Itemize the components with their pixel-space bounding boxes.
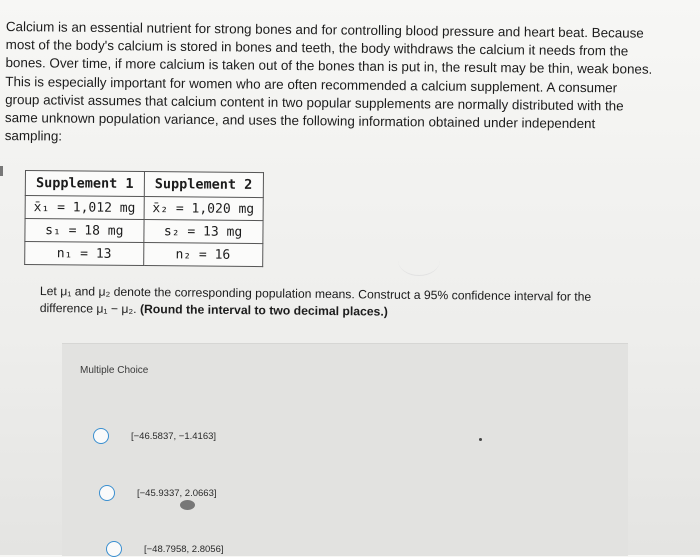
multiple-choice-label: Multiple Choice — [80, 365, 149, 376]
question-line: bones. Over time, if more calcium is taken out of the bones than is put in, the result may be thin, weak bones. — [5, 55, 653, 78]
table-header-supplement-1: Supplement 1 — [25, 171, 144, 197]
question-line: Calcium is an essential nutrient for strong bones and for controlling blood pressure and heart beat. Because — [5, 18, 644, 41]
table-cell: s₁ = 18 mg — [25, 219, 144, 243]
answer-option-label: [−46.5837, −1.4163] — [131, 430, 217, 442]
table-cell: n₂ = 16 — [143, 243, 262, 267]
question-line: most of the body's calcium is stored in bones and teeth, the body withdraws the calcium it needs from the — [5, 37, 629, 59]
background-smudge — [398, 245, 440, 276]
table-row — [25, 196, 263, 221]
table-header-supplement-2: Supplement 2 — [144, 172, 263, 198]
question-line: group activist assumes that calcium content in two popular supplements are normally distributed with the — [5, 91, 624, 114]
question-line: sampling: — [4, 128, 63, 144]
question-line: same unknown population variance, and uses the following information obtained under independent — [4, 110, 596, 132]
table-cell: n₁ = 13 — [25, 242, 144, 266]
task-line-2-text: difference μ₁ − μ₂. — [39, 300, 137, 317]
question-line: This is especially important for women who are often recommended a calcium supplement. A consumer — [5, 73, 618, 96]
table-cell: x̄₂ = 1,020 mg — [144, 197, 263, 221]
question-paragraph — [5, 18, 676, 152]
stray-dot — [479, 438, 482, 441]
radio-button-icon[interactable] — [93, 428, 109, 444]
sample-statistics-table-wrapper — [24, 170, 263, 267]
answer-option-1[interactable] — [93, 428, 216, 444]
table-cell: s₂ = 13 mg — [144, 220, 263, 244]
table-cell: x̄₁ = 1,012 mg — [25, 196, 144, 220]
sample-statistics-table — [24, 170, 263, 267]
cursor-icon — [180, 500, 195, 510]
answer-option-2[interactable] — [99, 485, 217, 501]
table-row — [25, 242, 263, 267]
task-instructions — [40, 283, 660, 323]
page-edge-marker — [0, 166, 3, 176]
table-header-row — [25, 171, 263, 198]
rounding-instruction: (Round the interval to two decimal places.) — [139, 302, 388, 319]
radio-button-icon[interactable] — [99, 485, 115, 501]
answer-option-label: [−45.9337, 2.0663] — [137, 487, 217, 499]
table-row — [25, 219, 263, 244]
task-line-1: Let μ₁ and μ₂ denote the corresponding population means. Construct a 95% confidence interval for the — [39, 283, 592, 304]
answer-option-label: [−48.7958, 2.8056] — [144, 543, 224, 555]
